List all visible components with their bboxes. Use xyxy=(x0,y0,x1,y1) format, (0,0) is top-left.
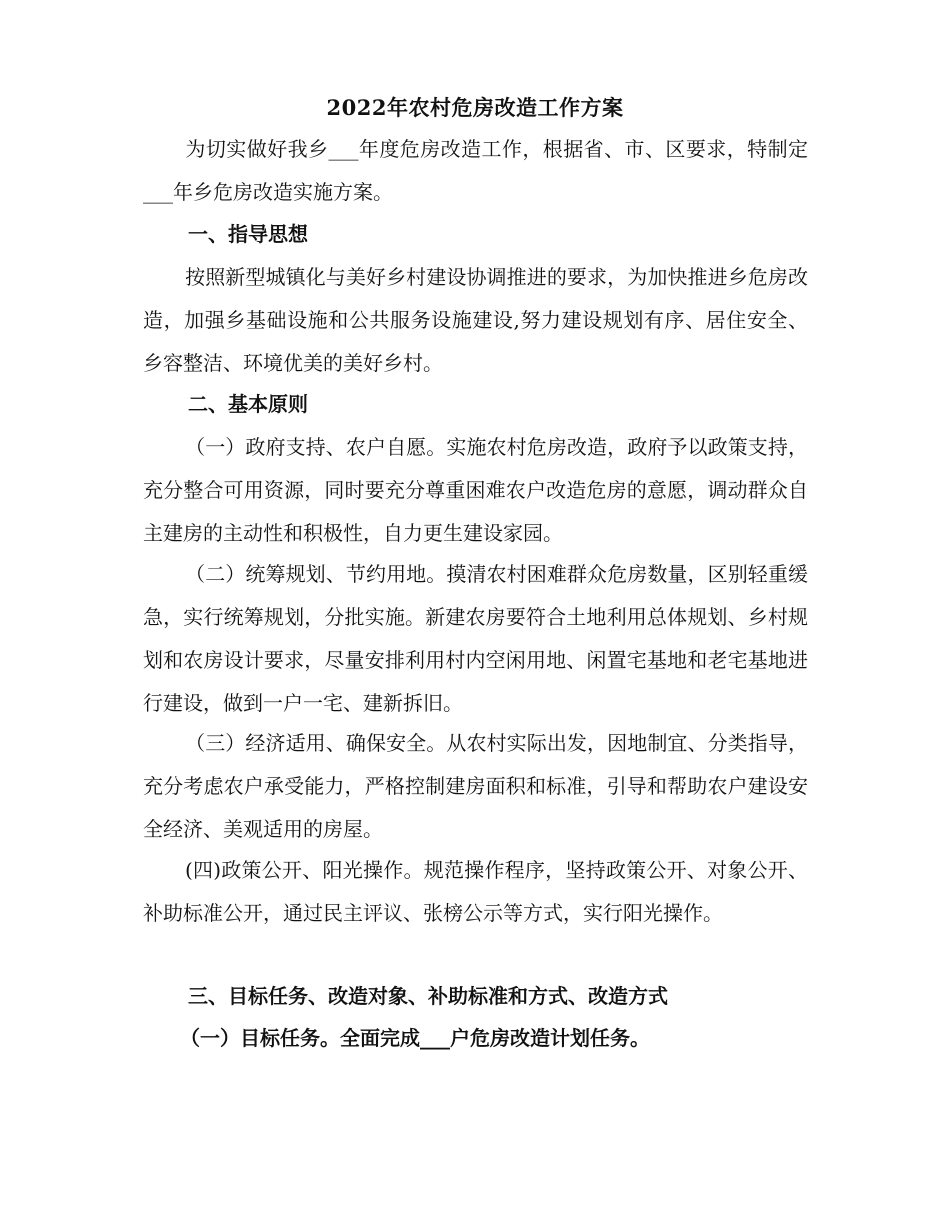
principle-item-4-text: (四)政策公开、阳光操作。规范操作程序，坚持政策公开、对象公开、补助标准公开，通过民主评议、张榜公示等方式，实行阳光操作。 xyxy=(143,858,808,925)
principle-item-2-text: （二）统筹规划、节约用地。摸清农村困难群众危房数量，区别轻重缓急，实行统筹规划，分批实施。新建农房要符合土地利用总体规划、乡村规划和农房设计要求，尽量安排利用村内空闲用地、闲置宅基地和老宅基地进行建设，做到一户一宅、建新拆旧。 xyxy=(143,562,808,715)
intro-text: 为切实做好我乡___年度危房改造工作，根据省、市、区要求，特制定___年乡危房改造实施方案。 xyxy=(143,137,808,204)
section-1-text: 按照新型城镇化与美好乡村建设协调推进的要求，为加快推进乡危房改造，加强乡基础设施和公共服务设施建设,努力建设规划有序、居住安全、乡容整洁、环境优美的美好乡村。 xyxy=(143,265,808,375)
principle-item-3-text: （三）经济适用、确保安全。从农村实际出发，因地制宜、分类指导，充分考虑农户承受能力，严格控制建房面积和标准，引导和帮助农户建设安全经济、美观适用的房屋。 xyxy=(143,731,808,841)
section-heading-1: 一、指导思想 xyxy=(188,222,308,246)
intro-paragraph xyxy=(143,128,808,214)
principle-item-1-text: （一）政府支持、农户自愿。实施农村危房改造，政府予以政策支持，充分整合可用资源，同时要充分尊重困难农户改造危房的意愿，调动群众自主建房的主动性和积极性，自力更生建设家园。 xyxy=(143,435,808,545)
document-title: 2022年农村危房改造工作方案 xyxy=(326,95,624,120)
section-3-subheading: （一）目标任务。全面完成___户危房改造计划任务。 xyxy=(180,1026,650,1050)
section-heading-3: 三、目标任务、改造对象、补助标准和方式、改造方式 xyxy=(188,984,668,1008)
principle-item-1 xyxy=(143,426,808,555)
section-1-paragraph xyxy=(143,256,808,385)
section-heading-2: 二、基本原则 xyxy=(188,392,308,416)
principle-item-3 xyxy=(143,722,808,851)
principle-item-2 xyxy=(143,553,808,725)
principle-item-4 xyxy=(143,849,808,935)
